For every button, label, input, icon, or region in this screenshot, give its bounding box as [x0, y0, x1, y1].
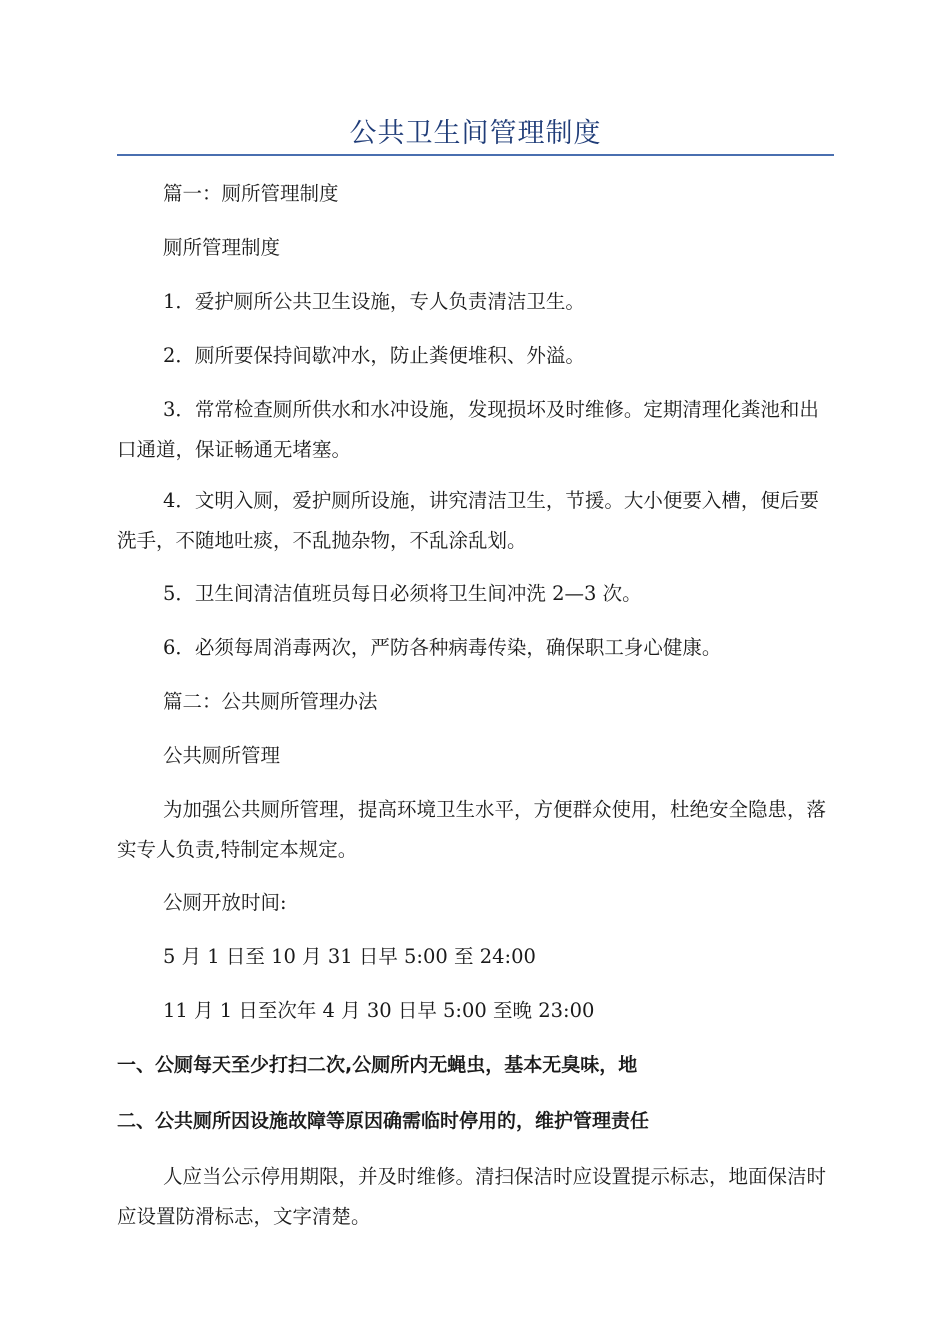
rule-item: 6．必须每周消毒两次，严防各种病毒传染，确保职工身心健康。 [163, 636, 722, 659]
rule-item: 5．卫生间清洁值班员每日必须将卫生间冲洗 2—3 次。 [163, 582, 642, 605]
schedule-line: 5 月 1 日至 10 月 31 日早 5:00 至 24:00 [163, 945, 536, 968]
numbered-clause: 一、公厕每天至少打扫二次,公厕所内无蝇虫，基本无臭味，地 [117, 1054, 638, 1076]
subheading: 厕所管理制度 [163, 236, 281, 259]
document-title: 公共卫生间管理制度 [349, 118, 602, 149]
rule-item: 4．文明入厕，爱护厕所设施，讲究清洁卫生，节援。大小便要入槽，便后要洗手，不随地吐痰，不乱抛杂物，不乱涂乱划。 [117, 489, 819, 552]
body-paragraph: 为加强公共厕所管理，提高环境卫生水平，方便群众使用，杜绝安全隐患，落实专人负责,特制定本规定。 [117, 798, 827, 861]
schedule-line: 11 月 1 日至次年 4 月 30 日早 5:00 至晚 23:00 [163, 999, 595, 1022]
rule-item: 3．常常检查厕所供水和水冲设施，发现损坏及时维修。定期清理化粪池和出口通道，保证畅通无堵塞。 [117, 398, 819, 461]
section-heading: 篇一：厕所管理制度 [163, 182, 339, 205]
rule-item: 1．爱护厕所公共卫生设施，专人负责清洁卫生。 [163, 290, 585, 313]
body-paragraph: 公厕开放时间: [163, 891, 287, 914]
title-underline [117, 154, 834, 156]
rule-item: 2．厕所要保持间歇冲水，防止粪便堆积、外溢。 [163, 344, 585, 367]
numbered-clause: 二、公共厕所因设施故障等原因确需临时停用的，维护管理责任 [117, 1110, 650, 1132]
subheading: 公共厕所管理 [163, 744, 281, 767]
section-heading: 篇二：公共厕所管理办法 [163, 690, 378, 713]
body-paragraph: 人应当公示停用期限，并及时维修。清扫保洁时应设置提示标志，地面保洁时应设置防滑标志，文字清楚。 [117, 1165, 827, 1228]
